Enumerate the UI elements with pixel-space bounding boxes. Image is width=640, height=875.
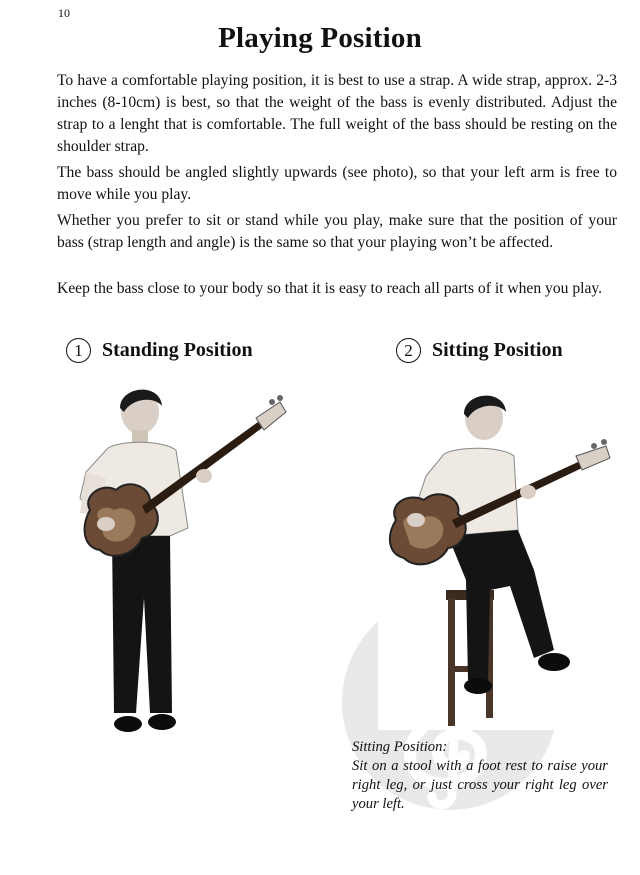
- caption-text: Sit on a stool with a foot rest to raise your right leg, or just cross your right leg over your left.: [352, 758, 608, 812]
- sitting-position-heading: [396, 338, 563, 363]
- standing-position-photo: [72, 378, 300, 748]
- caption-title: Sitting Position:: [352, 739, 448, 755]
- section-number-badge: 1: [66, 338, 91, 363]
- sitting-position-photo: [378, 380, 624, 730]
- paragraph-sit-or-stand: Whether you prefer to sit or stand while you play, make sure that the position of your bass (strap length and angle) is the same so that your playing won’t be affected.: [57, 212, 617, 251]
- sitting-position-label: Sitting Position: [432, 339, 563, 361]
- standing-position-label: Standing Position: [102, 339, 253, 361]
- paragraph-strap: To have a comfortable playing position, it is best to use a strap. A wide strap, approx. 2-3 inches (8-10cm) is best, so that the weight of the bass is evenly distributed. Adjust the strap to a lenght that is comfortable. The full weight of the bass should be resting on the shoulder strap.: [57, 72, 617, 155]
- paragraph-close-to-body: Keep the bass close to your body so that it is easy to reach all parts of it when you play.: [57, 280, 603, 297]
- standing-position-heading: [66, 338, 253, 363]
- page-number: 10: [58, 6, 70, 20]
- sitting-position-caption: [352, 738, 608, 814]
- section-number-badge: 2: [396, 338, 421, 363]
- page-title: Playing Position: [218, 22, 422, 54]
- paragraph-angle: The bass should be angled slightly upwards (see photo), so that your left arm is free to move while you play.: [57, 164, 617, 203]
